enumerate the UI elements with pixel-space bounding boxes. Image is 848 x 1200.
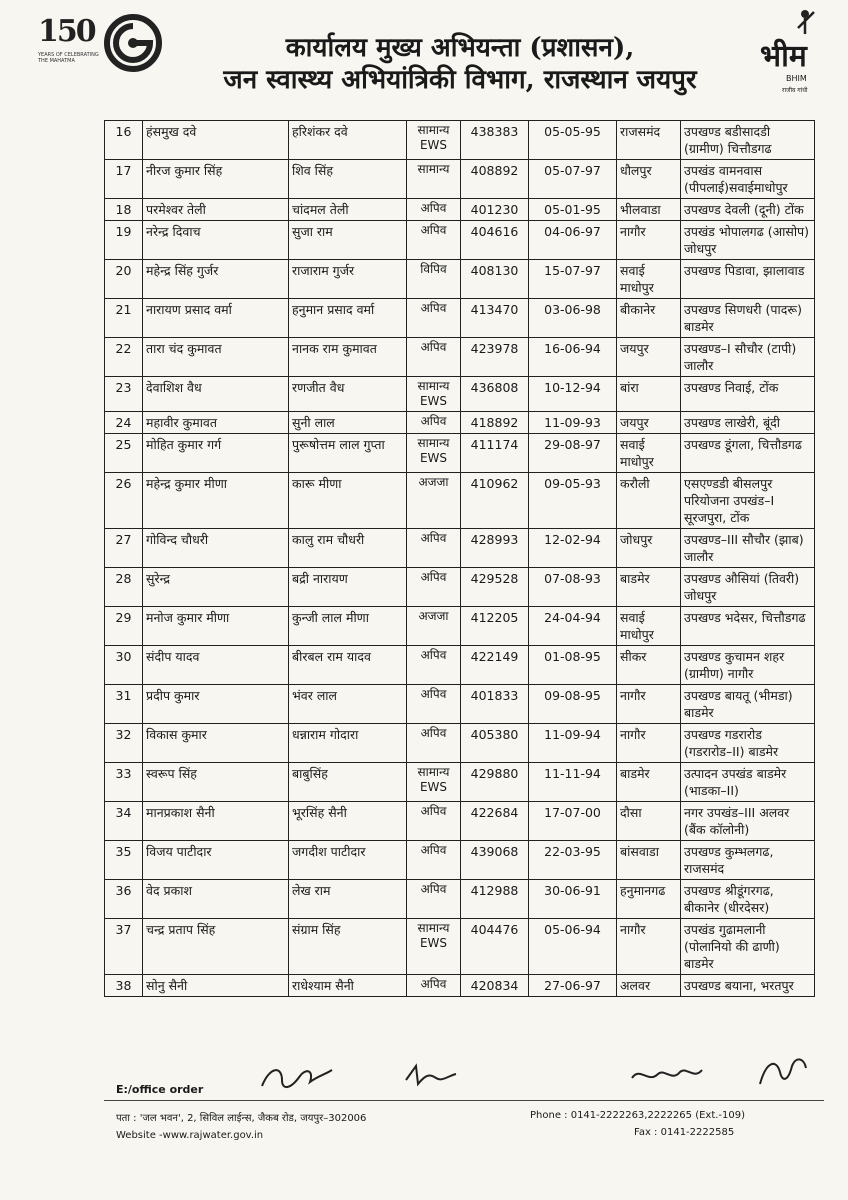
serial-number-cell: 16 <box>105 121 143 160</box>
posting-location-cell: उत्पादन उपखंड बाडमेर (भाडका–II) <box>681 763 815 802</box>
district-cell: नागौर <box>617 724 681 763</box>
roll-number-cell: 412988 <box>461 880 529 919</box>
serial-number-cell: 28 <box>105 568 143 607</box>
date-of-birth-cell: 17-07-00 <box>529 802 617 841</box>
date-of-birth-cell: 11-09-93 <box>529 412 617 434</box>
father-name-cell: बाबुसिंह <box>289 763 407 802</box>
candidate-name-cell: मानप्रकाश सैनी <box>143 802 289 841</box>
posting-location-cell: उपखण्ड श्रीडूंगरगढ, बीकानेर (धीरदेसर) <box>681 880 815 919</box>
category-cell: अजजा <box>407 473 461 529</box>
roll-number-cell: 429528 <box>461 568 529 607</box>
district-cell: दौसा <box>617 802 681 841</box>
father-name-cell: चांदमल तेली <box>289 199 407 221</box>
district-cell: सवाई माधोपुर <box>617 607 681 646</box>
category-cell: अपिव <box>407 568 461 607</box>
roll-number-cell: 429880 <box>461 763 529 802</box>
father-name-cell: भूरसिंह सैनी <box>289 802 407 841</box>
candidate-name-cell: चन्द्र प्रताप सिंह <box>143 919 289 975</box>
roll-number-cell: 422684 <box>461 802 529 841</box>
category-cell: अपिव <box>407 841 461 880</box>
category-cell: सामान्य EWS <box>407 763 461 802</box>
date-of-birth-cell: 05-05-95 <box>529 121 617 160</box>
bhim-logo-text: भीम <box>760 39 807 74</box>
roll-number-cell: 438383 <box>461 121 529 160</box>
date-of-birth-cell: 11-11-94 <box>529 763 617 802</box>
roll-number-cell: 423978 <box>461 338 529 377</box>
serial-number-cell: 22 <box>105 338 143 377</box>
serial-number-cell: 31 <box>105 685 143 724</box>
date-of-birth-cell: 01-08-95 <box>529 646 617 685</box>
posting-location-cell: उपखण्ड देवली (दूनी) टोंक <box>681 199 815 221</box>
district-cell: नागौर <box>617 919 681 975</box>
posting-location-cell: नगर उपखंड–III अलवर (बैंक कॉलोनी) <box>681 802 815 841</box>
table-row <box>105 529 815 568</box>
table-row <box>105 377 815 412</box>
signature-2 <box>400 1060 460 1090</box>
category-cell: अपिव <box>407 975 461 997</box>
father-name-cell: भंवर लाल <box>289 685 407 724</box>
posting-location-cell: उपखंड गुढामलानी (पोलानियो की ढाणी) बाडमेर <box>681 919 815 975</box>
date-of-birth-cell: 10-12-94 <box>529 377 617 412</box>
table-row <box>105 841 815 880</box>
serial-number-cell: 21 <box>105 299 143 338</box>
posting-location-cell: उपखंड भोपालगढ (आसोप) जोधपुर <box>681 221 815 260</box>
serial-number-cell: 20 <box>105 260 143 299</box>
serial-number-cell: 32 <box>105 724 143 763</box>
category-cell: अपिव <box>407 199 461 221</box>
father-name-cell: संग्राम सिंह <box>289 919 407 975</box>
date-of-birth-cell: 11-09-94 <box>529 724 617 763</box>
district-cell: जयपुर <box>617 338 681 377</box>
posting-location-cell: उपखण्ड सिणधरी (पादरू) बाडमेर <box>681 299 815 338</box>
serial-number-cell: 34 <box>105 802 143 841</box>
father-name-cell: कारू मीणा <box>289 473 407 529</box>
candidate-name-cell: हंसमुख दवे <box>143 121 289 160</box>
table-row <box>105 802 815 841</box>
table-row <box>105 338 815 377</box>
serial-number-cell: 33 <box>105 763 143 802</box>
father-name-cell: हनुमान प्रसाद वर्मा <box>289 299 407 338</box>
serial-number-cell: 26 <box>105 473 143 529</box>
roll-number-cell: 439068 <box>461 841 529 880</box>
logo-150-number: 150 <box>38 14 95 49</box>
candidate-name-cell: वेद प्रकाश <box>143 880 289 919</box>
date-of-birth-cell: 09-08-95 <box>529 685 617 724</box>
signature-4 <box>752 1052 812 1092</box>
date-of-birth-cell: 05-06-94 <box>529 919 617 975</box>
category-cell: अपिव <box>407 221 461 260</box>
date-of-birth-cell: 15-07-97 <box>529 260 617 299</box>
category-cell: सामान्य EWS <box>407 121 461 160</box>
roll-number-cell: 420834 <box>461 975 529 997</box>
date-of-birth-cell: 05-07-97 <box>529 160 617 199</box>
posting-location-cell: उपखंड वामनवास (पीपलाई)सवाईमाधोपुर <box>681 160 815 199</box>
candidate-name-cell: नारायण प्रसाद वर्मा <box>143 299 289 338</box>
roll-number-cell: 401833 <box>461 685 529 724</box>
table-row <box>105 260 815 299</box>
category-cell: अजजा <box>407 607 461 646</box>
footer-divider <box>104 1100 824 1101</box>
candidate-name-cell: स्वरूप सिंह <box>143 763 289 802</box>
posting-location-cell: उपखण्ड कुम्भलगढ, राजसमंद <box>681 841 815 880</box>
roll-number-cell: 408130 <box>461 260 529 299</box>
serial-number-cell: 17 <box>105 160 143 199</box>
candidate-name-cell: गोविन्द चौधरी <box>143 529 289 568</box>
category-cell: अपिव <box>407 338 461 377</box>
department-emblem-icon <box>104 14 162 72</box>
roll-number-cell: 408892 <box>461 160 529 199</box>
district-cell: करौली <box>617 473 681 529</box>
serial-number-cell: 30 <box>105 646 143 685</box>
roll-number-cell: 422149 <box>461 646 529 685</box>
father-name-cell: नानक राम कुमावत <box>289 338 407 377</box>
gandhi-150-logo <box>38 14 100 74</box>
table-row <box>105 434 815 473</box>
roll-number-cell: 410962 <box>461 473 529 529</box>
category-cell: अपिव <box>407 880 461 919</box>
office-title: कार्यालय मुख्य अभियन्ता (प्रशासन), <box>285 33 635 63</box>
candidate-table <box>104 120 815 997</box>
district-cell: बांरा <box>617 377 681 412</box>
category-cell: अपिव <box>407 529 461 568</box>
footer-fax: Fax : 0141-2222585 <box>634 1127 735 1138</box>
father-name-cell: हरिशंकर दवे <box>289 121 407 160</box>
father-name-cell: लेख राम <box>289 880 407 919</box>
table-row <box>105 646 815 685</box>
district-cell: धौलपुर <box>617 160 681 199</box>
date-of-birth-cell: 16-06-94 <box>529 338 617 377</box>
roll-number-cell: 404616 <box>461 221 529 260</box>
roll-number-cell: 404476 <box>461 919 529 975</box>
category-cell: विपिव <box>407 260 461 299</box>
father-name-cell: कालु राम चौधरी <box>289 529 407 568</box>
date-of-birth-cell: 03-06-98 <box>529 299 617 338</box>
posting-location-cell: उपखण्ड–III सौचौर (झाब) जालौर <box>681 529 815 568</box>
district-cell: जयपुर <box>617 412 681 434</box>
table-row <box>105 607 815 646</box>
candidate-name-cell: महावीर कुमावत <box>143 412 289 434</box>
district-cell: बीकानेर <box>617 299 681 338</box>
date-of-birth-cell: 04-06-97 <box>529 221 617 260</box>
roll-number-cell: 411174 <box>461 434 529 473</box>
district-cell: नागौर <box>617 221 681 260</box>
serial-number-cell: 37 <box>105 919 143 975</box>
posting-location-cell: उपखण्ड बायतू (भीमडा) बाडमेर <box>681 685 815 724</box>
date-of-birth-cell: 29-08-97 <box>529 434 617 473</box>
date-of-birth-cell: 09-05-93 <box>529 473 617 529</box>
serial-number-cell: 27 <box>105 529 143 568</box>
table-row <box>105 412 815 434</box>
roll-number-cell: 401230 <box>461 199 529 221</box>
table-row <box>105 724 815 763</box>
category-cell: अपिव <box>407 685 461 724</box>
district-cell: नागौर <box>617 685 681 724</box>
date-of-birth-cell: 24-04-94 <box>529 607 617 646</box>
table-row <box>105 121 815 160</box>
district-cell: भीलवाडा <box>617 199 681 221</box>
table-row <box>105 685 815 724</box>
candidate-name-cell: सुरेन्द्र <box>143 568 289 607</box>
candidate-name-cell: नीरज कुमार सिंह <box>143 160 289 199</box>
footer-address: पता : 'जल भवन', 2, सिविल लाईन्स, जैकब रोड, जयपुर–302006 <box>116 1113 367 1124</box>
district-cell: सवाई माधोपुर <box>617 260 681 299</box>
table-row <box>105 763 815 802</box>
category-cell: सामान्य EWS <box>407 434 461 473</box>
district-cell: राजसमंद <box>617 121 681 160</box>
district-cell: बाडमेर <box>617 763 681 802</box>
father-name-cell: पुरूषोत्तम लाल गुप्ता <box>289 434 407 473</box>
father-name-cell: रणजीत वैध <box>289 377 407 412</box>
serial-number-cell: 19 <box>105 221 143 260</box>
table-row <box>105 199 815 221</box>
table-row <box>105 299 815 338</box>
table-row <box>105 975 815 997</box>
bhim-logo-sub2: राजीव गांधी <box>782 87 808 94</box>
father-name-cell: राधेश्याम सैनी <box>289 975 407 997</box>
candidate-name-cell: सोनु सैनी <box>143 975 289 997</box>
serial-number-cell: 36 <box>105 880 143 919</box>
roll-number-cell: 418892 <box>461 412 529 434</box>
footer-website: Website -www.rajwater.gov.in <box>116 1130 264 1141</box>
signature-3 <box>628 1062 706 1088</box>
serial-number-cell: 29 <box>105 607 143 646</box>
posting-location-cell: उपखण्ड निवाई, टोंक <box>681 377 815 412</box>
table-row <box>105 160 815 199</box>
father-name-cell: कुन्जी लाल मीणा <box>289 607 407 646</box>
district-cell: जोधपुर <box>617 529 681 568</box>
posting-location-cell: एसएण्डडी बीसलपुर परियोजना उपखंड–I सूरजपुरा, टोंक <box>681 473 815 529</box>
department-title: जन स्वास्थ्य अभियांत्रिकी विभाग, राजस्थान जयपुर <box>223 65 697 95</box>
posting-location-cell: उपखण्ड कुचामन शहर (ग्रामीण) नागौर <box>681 646 815 685</box>
candidate-name-cell: प्रदीप कुमार <box>143 685 289 724</box>
posting-location-cell: उपखण्ड डूंगला, चित्तौडगढ <box>681 434 815 473</box>
posting-location-cell: उपखण्ड गडरारोड (गडरारोड–II) बाडमेर <box>681 724 815 763</box>
letterhead <box>0 0 848 112</box>
bhim-logo-sub: BHIM <box>786 74 807 83</box>
serial-number-cell: 23 <box>105 377 143 412</box>
posting-location-cell: उपखण्ड औसियां (तिवरी) जोधपुर <box>681 568 815 607</box>
candidate-name-cell: मनोज कुमार मीणा <box>143 607 289 646</box>
logo-150-tagline: YEARS OF CELEBRATING THE MAHATMA <box>38 52 99 64</box>
candidate-name-cell: महेन्द्र कुमार मीणा <box>143 473 289 529</box>
candidate-name-cell: नरेन्द्र दिवाच <box>143 221 289 260</box>
father-name-cell: जगदीश पाटीदार <box>289 841 407 880</box>
father-name-cell: सुजा राम <box>289 221 407 260</box>
district-cell: अलवर <box>617 975 681 997</box>
district-cell: हनुमानगढ <box>617 880 681 919</box>
district-cell: सवाई माधोपुर <box>617 434 681 473</box>
signature-1 <box>256 1058 336 1098</box>
serial-number-cell: 18 <box>105 199 143 221</box>
date-of-birth-cell: 07-08-93 <box>529 568 617 607</box>
date-of-birth-cell: 22-03-95 <box>529 841 617 880</box>
date-of-birth-cell: 05-01-95 <box>529 199 617 221</box>
bhim-logo <box>760 8 828 98</box>
posting-location-cell: उपखण्ड पिडावा, झालावाड <box>681 260 815 299</box>
category-cell: अपिव <box>407 412 461 434</box>
category-cell: सामान्य <box>407 160 461 199</box>
table-row <box>105 919 815 975</box>
candidate-name-cell: विजय पाटीदार <box>143 841 289 880</box>
candidate-table-body <box>105 121 815 997</box>
category-cell: सामान्य EWS <box>407 919 461 975</box>
candidate-name-cell: तारा चंद कुमावत <box>143 338 289 377</box>
date-of-birth-cell: 30-06-91 <box>529 880 617 919</box>
category-cell: अपिव <box>407 299 461 338</box>
father-name-cell: धन्नाराम गोदारा <box>289 724 407 763</box>
father-name-cell: शिव सिंह <box>289 160 407 199</box>
roll-number-cell: 405380 <box>461 724 529 763</box>
roll-number-cell: 436808 <box>461 377 529 412</box>
serial-number-cell: 35 <box>105 841 143 880</box>
district-cell: सीकर <box>617 646 681 685</box>
table-row <box>105 221 815 260</box>
roll-number-cell: 412205 <box>461 607 529 646</box>
posting-location-cell: उपखण्ड भदेसर, चित्तौडगढ <box>681 607 815 646</box>
date-of-birth-cell: 12-02-94 <box>529 529 617 568</box>
candidate-name-cell: विकास कुमार <box>143 724 289 763</box>
date-of-birth-cell: 27-06-97 <box>529 975 617 997</box>
category-cell: अपिव <box>407 802 461 841</box>
serial-number-cell: 25 <box>105 434 143 473</box>
table-row <box>105 880 815 919</box>
roll-number-cell: 413470 <box>461 299 529 338</box>
posting-location-cell: उपखण्ड बयाना, भरतपुर <box>681 975 815 997</box>
serial-number-cell: 38 <box>105 975 143 997</box>
category-cell: अपिव <box>407 646 461 685</box>
father-name-cell: बीरबल राम यादव <box>289 646 407 685</box>
posting-location-cell: उपखण्ड लाखेरी, बूंदी <box>681 412 815 434</box>
file-reference: E:/office order <box>116 1083 204 1096</box>
candidate-name-cell: मोहित कुमार गर्ग <box>143 434 289 473</box>
father-name-cell: बद्री नारायण <box>289 568 407 607</box>
district-cell: बाडमेर <box>617 568 681 607</box>
table-row <box>105 473 815 529</box>
posting-location-cell: उपखण्ड बडीसादडी (ग्रामीण) चित्तौडगढ <box>681 121 815 160</box>
category-cell: अपिव <box>407 724 461 763</box>
posting-location-cell: उपखण्ड–I सौचौर (टापी) जालौर <box>681 338 815 377</box>
candidate-name-cell: देवाशिश वैध <box>143 377 289 412</box>
footer-phone: Phone : 0141-2222263,2222265 (Ext.-109) <box>530 1110 746 1121</box>
table-row <box>105 568 815 607</box>
candidate-name-cell: महेन्द्र सिंह गुर्जर <box>143 260 289 299</box>
candidate-name-cell: संदीप यादव <box>143 646 289 685</box>
father-name-cell: राजाराम गुर्जर <box>289 260 407 299</box>
father-name-cell: सुनी लाल <box>289 412 407 434</box>
category-cell: सामान्य EWS <box>407 377 461 412</box>
serial-number-cell: 24 <box>105 412 143 434</box>
district-cell: बांसवाडा <box>617 841 681 880</box>
candidate-name-cell: परमेश्वर तेली <box>143 199 289 221</box>
roll-number-cell: 428993 <box>461 529 529 568</box>
